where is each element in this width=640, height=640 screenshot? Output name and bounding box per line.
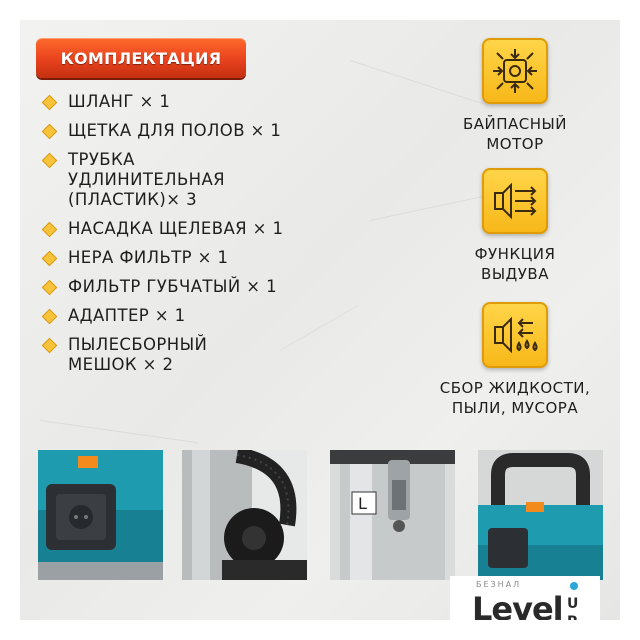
kit-item-label: АДАПТЕР × 1	[68, 306, 186, 325]
socket-closeup-photo	[38, 450, 163, 580]
kit-item-label: ШЛАНГ × 1	[68, 92, 171, 111]
product-card	[20, 20, 620, 630]
bypass-motor-icon	[482, 38, 548, 104]
diamond-bullet-icon	[42, 338, 58, 354]
diamond-bullet-icon	[42, 153, 58, 169]
kit-item-label: ПЫЛЕСБОРНЫЙ МЕШОК × 2	[68, 335, 208, 374]
feature-bypass-motor	[430, 38, 600, 154]
kit-list	[38, 92, 338, 384]
kit-title-badge	[36, 38, 246, 78]
level-up-logo	[450, 576, 600, 630]
kit-item	[38, 121, 338, 141]
hose-wheel-photo	[182, 450, 307, 580]
feature-label: СБОР ЖИДКОСТИ, ПЫЛИ, МУСОРА	[439, 379, 591, 417]
diamond-bullet-icon	[42, 280, 58, 296]
kit-item	[38, 306, 338, 326]
logo-subtitle: БЕЗНАЛ	[476, 580, 522, 589]
tank-latch-photo	[330, 450, 455, 580]
diamond-bullet-icon	[42, 222, 58, 238]
up-arrow-icon	[564, 580, 584, 630]
feature-blow	[430, 168, 600, 284]
svg-text:L: L	[358, 494, 367, 513]
kit-item	[38, 335, 248, 375]
diamond-bullet-icon	[42, 124, 58, 140]
kit-item	[38, 150, 268, 210]
feature-label: БАЙПАСНЫЙ МОТОР	[462, 115, 568, 153]
diamond-bullet-icon	[42, 251, 58, 267]
diamond-bullet-icon	[42, 309, 58, 325]
kit-item-label: НЕРА ФИЛЬТР × 1	[68, 248, 229, 267]
kit-item-label: ЩЕТКА ДЛЯ ПОЛОВ × 1	[68, 121, 282, 140]
feature-wet-dry	[415, 302, 615, 418]
kit-item	[38, 277, 338, 297]
logo-wordmark: Level	[472, 590, 563, 620]
liquid-collection-icon	[482, 302, 548, 368]
blow-function-icon	[482, 168, 548, 234]
feature-label: ФУНКЦИЯ ВЫДУВА	[474, 245, 556, 283]
svg-text:P: P	[567, 614, 578, 630]
kit-item	[38, 219, 338, 239]
svg-text:U: U	[567, 596, 579, 612]
kit-item-label: НАСАДКА ЩЕЛЕВАЯ × 1	[68, 219, 284, 238]
handle-top-photo	[478, 450, 603, 580]
kit-title: КОМПЛЕКТАЦИЯ	[60, 48, 222, 68]
kit-item-label: ФИЛЬТР ГУБЧАТЫЙ × 1	[68, 277, 277, 296]
kit-item	[38, 248, 338, 268]
diamond-bullet-icon	[42, 95, 58, 111]
kit-item	[38, 92, 338, 112]
kit-item-label: ТРУБКА УДЛИНИТЕЛЬНАЯ (ПЛАСТИК)× 3	[68, 150, 226, 209]
